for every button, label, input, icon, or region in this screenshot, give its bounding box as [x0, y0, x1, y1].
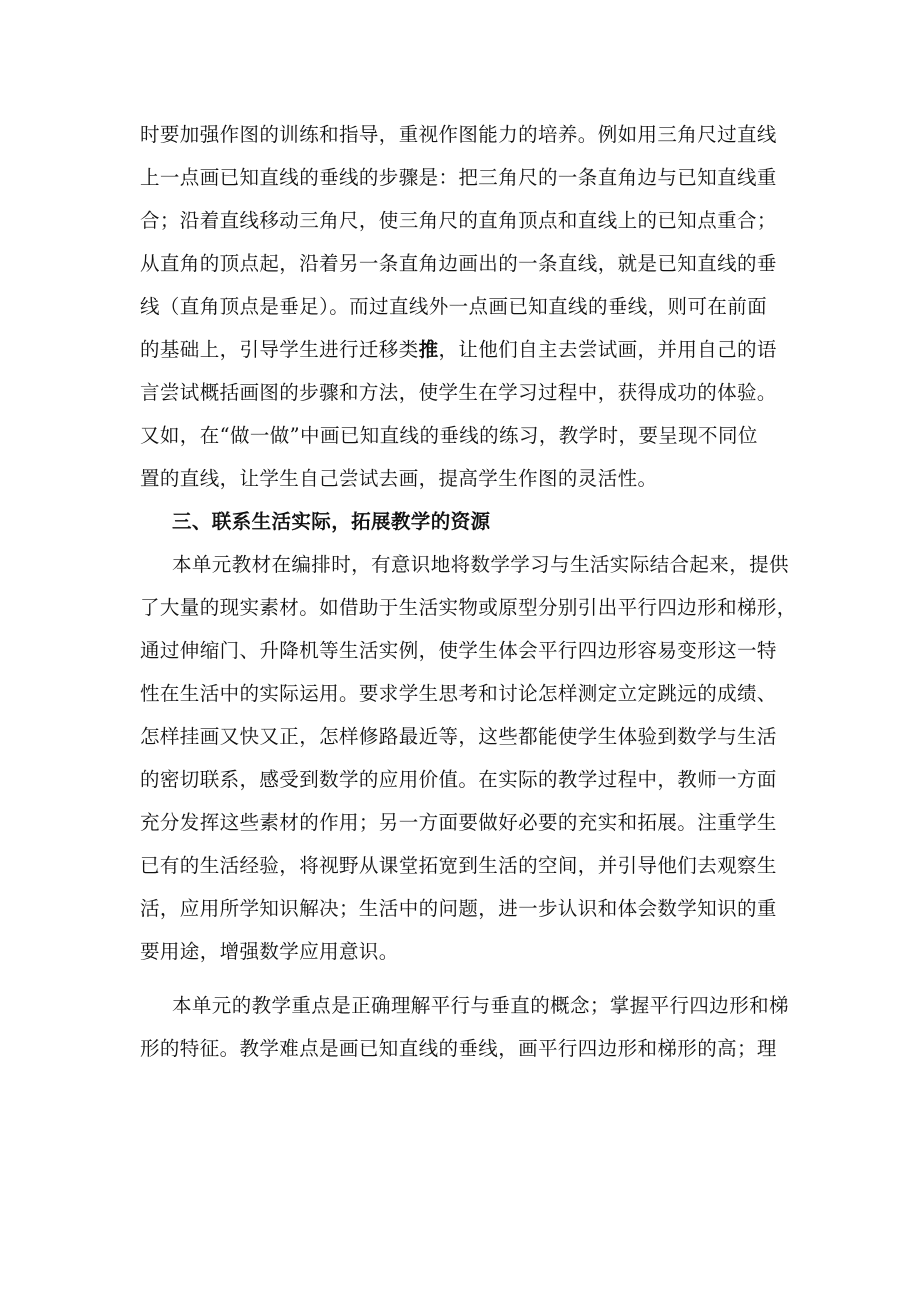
paragraph-line: 又如，在“做一做”中画已知直线的垂线的练习，教学时，要呈现不同位: [140, 424, 758, 447]
section-heading: 三、联系生活实际，拓展教学的资源: [172, 510, 491, 533]
text-run: ，让他们自主去尝试画，并用自己的语: [438, 338, 777, 361]
paragraph-line: 通过伸缩门、升降机等生活实例，使学生体会平行四边形容易变形这一特: [140, 639, 777, 662]
paragraph-line: 要用途，增强数学应用意识。: [140, 940, 399, 963]
paragraph-line: [140, 336, 790, 364]
paragraph-line: 怎样挂画又快又正，怎样修路最近等，这些都能使学生体验到数学与生活: [140, 725, 777, 748]
paragraph-line: 了大量的现实素材。如借助于生活实物或原型分别引出平行四边形和梯形，: [140, 596, 797, 619]
paragraph-line: 言尝试概括画图的步骤和方法，使学生在学习过程中，获得成功的体验。: [140, 381, 777, 404]
paragraph-line: 置的直线，让学生自己尝试去画，提高学生作图的灵活性。: [140, 467, 658, 490]
paragraph-line: 线（直角顶点是垂足）。而过直线外一点画已知直线的垂线，则可在前面: [140, 295, 768, 318]
paragraph-line: 本单元教材在编排时，有意识地将数学学习与生活实际结合起来，提供: [172, 553, 789, 576]
bold-text-run: 推: [418, 338, 439, 361]
paragraph-line: 上一点画已知直线的垂线的步骤是：把三角尺的一条直角边与已知直线重: [140, 166, 777, 189]
paragraph-line: 形的特征。教学难点是画已知直线的垂线，画平行四边形和梯形的高；理: [140, 1037, 777, 1060]
text-run: 的基础上，引导学生进行迁移类: [140, 338, 419, 361]
paragraph-line: 的密切联系，感受到数学的应用价值。在实际的教学过程中，教师一方面: [140, 768, 777, 791]
paragraph-line: 已有的生活经验，将视野从课堂拓宽到生活的空间，并引导他们去观察生: [140, 854, 777, 877]
paragraph-line: 活，应用所学知识解决；生活中的问题，进一步认识和体会数学知识的重: [140, 897, 777, 920]
paragraph-line: 充分发挥这些素材的作用；另一方面要做好必要的充实和拓展。注重学生: [140, 811, 777, 834]
paragraph-line: 从直角的顶点起，沿着另一条直角边画出的一条直线，就是已知直线的垂: [140, 252, 777, 275]
paragraph-line: 本单元的教学重点是正确理解平行与垂直的概念；掌握平行四边形和梯: [172, 994, 789, 1017]
paragraph-line: 合；沿着直线移动三角尺，使三角尺的直角顶点和直线上的已知点重合；: [140, 209, 777, 232]
paragraph-line: 时要加强作图的训练和指导，重视作图能力的培养。例如用三角尺过直线: [140, 123, 777, 146]
paragraph-line: 性在生活中的实际运用。要求学生思考和讨论怎样测定立定跳远的成绩、: [140, 682, 777, 705]
